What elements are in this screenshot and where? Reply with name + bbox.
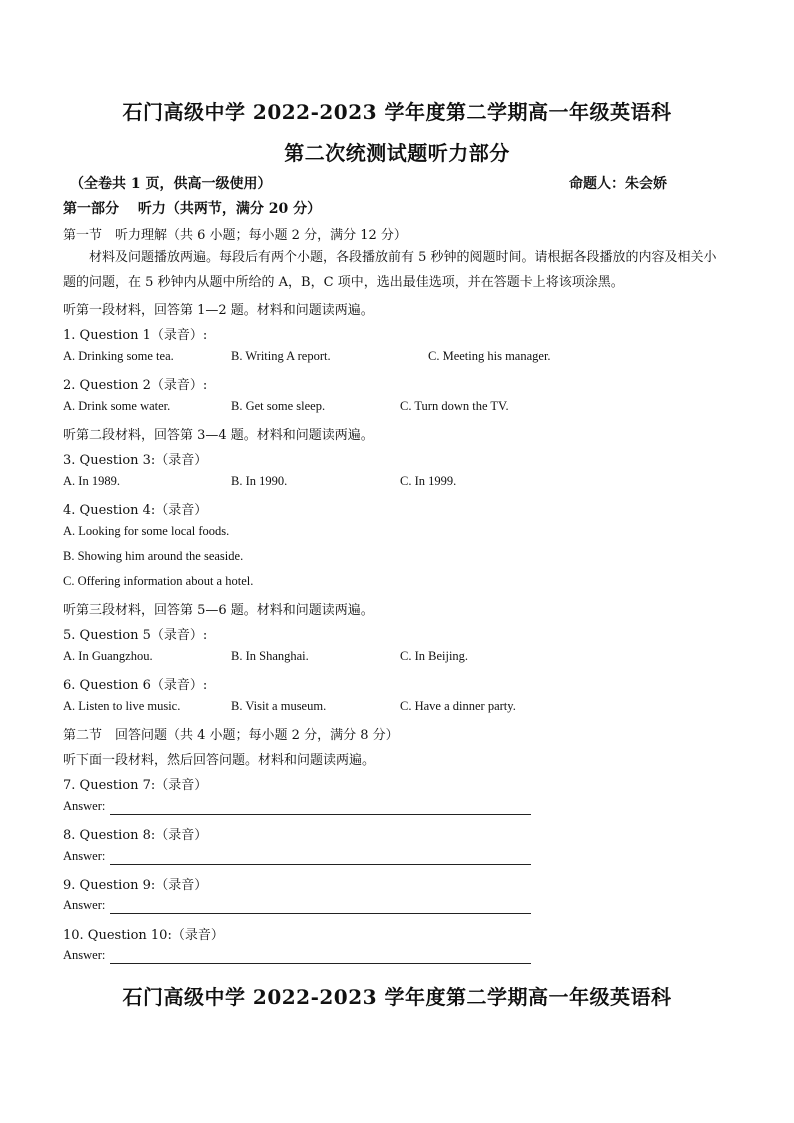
question-7: 7. Question 7:（录音） (63, 778, 208, 793)
q6-option-a: A. Listen to live music. (63, 699, 181, 713)
section2-heading: 第二节 回答问题（共 4 小题；每小题 2 分，满分 8 分） (63, 728, 399, 743)
question-4: 4. Question 4:（录音） (63, 503, 208, 518)
answer-line-8[interactable] (110, 864, 531, 865)
exam-scope: （全卷共 1 页，供高一级使用） (70, 176, 272, 192)
q2-option-a: A. Drink some water. (63, 399, 171, 413)
q5-option-a: A. In Guangzhou. (63, 649, 153, 663)
question-6: 6. Question 6（录音）: (63, 678, 208, 693)
q3-option-c: C. In 1999. (400, 474, 457, 488)
question-10: 10. Question 10:（录音） (63, 928, 224, 943)
section1-heading: 第一节 听力理解（共 6 小题；每小题 2 分，满分 12 分） (63, 228, 407, 243)
q1-option-b: B. Writing A report. (231, 349, 331, 363)
answer-line-10[interactable] (110, 963, 531, 964)
q6-option-b: B. Visit a museum. (231, 699, 327, 713)
section1-instructions: 材料及问题播放两遍。每段后有两个小题，各段播放前有 5 秒钟的阅题时间。请根据各段播放的内容及相关小题的问题，在 5 秒钟内从题中所给的 A，B，C 项中，选出最佳选项，并在答题卡上将该项涂黑。 (63, 250, 717, 290)
question-2: 2. Question 2（录音）: (63, 378, 208, 393)
question-9: 9. Question 9:（录音） (63, 878, 208, 893)
answer-label-8: Answer: (63, 849, 106, 863)
part1-heading: 第一部分 听力（共两节，满分 20 分） (63, 201, 322, 217)
q3-option-b: B. In 1990. (231, 474, 288, 488)
question-3: 3. Question 3:（录音） (63, 453, 208, 468)
q4-option-c: C. Offering information about a hotel. (63, 574, 254, 588)
question-1: 1. Question 1（录音）: (63, 328, 208, 343)
q5-option-b: B. In Shanghai. (231, 649, 309, 663)
answer-label-10: Answer: (63, 948, 106, 962)
q3-option-a: A. In 1989. (63, 474, 120, 488)
q4-option-a: A. Looking for some local foods. (63, 524, 230, 538)
q1-option-c: C. Meeting his manager. (428, 349, 551, 363)
q4-option-b: B. Showing him around the seaside. (63, 549, 244, 563)
q5-option-c: C. In Beijing. (400, 649, 469, 663)
exam-author: 命题人：朱会娇 (569, 176, 667, 192)
segment2-instructions: 听第二段材料，回答第 3—4 题。材料和问题读两遍。 (63, 428, 374, 443)
segment1-instructions: 听第一段材料，回答第 1—2 题。材料和问题读两遍。 (63, 303, 374, 318)
q6-option-c: C. Have a dinner party. (400, 699, 516, 713)
exam-title: 石门高级中学 2022-2023 学年度第二学期高一年级英语科 (122, 100, 672, 124)
exam-subtitle: 第二次统测试题听力部分 (284, 141, 510, 165)
question-5: 5. Question 5（录音）: (63, 628, 208, 643)
footer-title-repeat: 石门高级中学 2022-2023 学年度第二学期高一年级英语科 (122, 985, 672, 1009)
answer-line-9[interactable] (110, 913, 531, 914)
q1-option-a: A. Drinking some tea. (63, 349, 174, 363)
answer-label-7: Answer: (63, 799, 106, 813)
q2-option-c: C. Turn down the TV. (400, 399, 509, 413)
q2-option-b: B. Get some sleep. (231, 399, 326, 413)
segment3-instructions: 听第三段材料，回答第 5—6 题。材料和问题读两遍。 (63, 603, 374, 618)
answer-label-9: Answer: (63, 898, 106, 912)
answer-line-7[interactable] (110, 814, 531, 815)
question-8: 8. Question 8:（录音） (63, 828, 208, 843)
section2-instructions: 听下面一段材料，然后回答问题。材料和问题读两遍。 (63, 753, 376, 768)
